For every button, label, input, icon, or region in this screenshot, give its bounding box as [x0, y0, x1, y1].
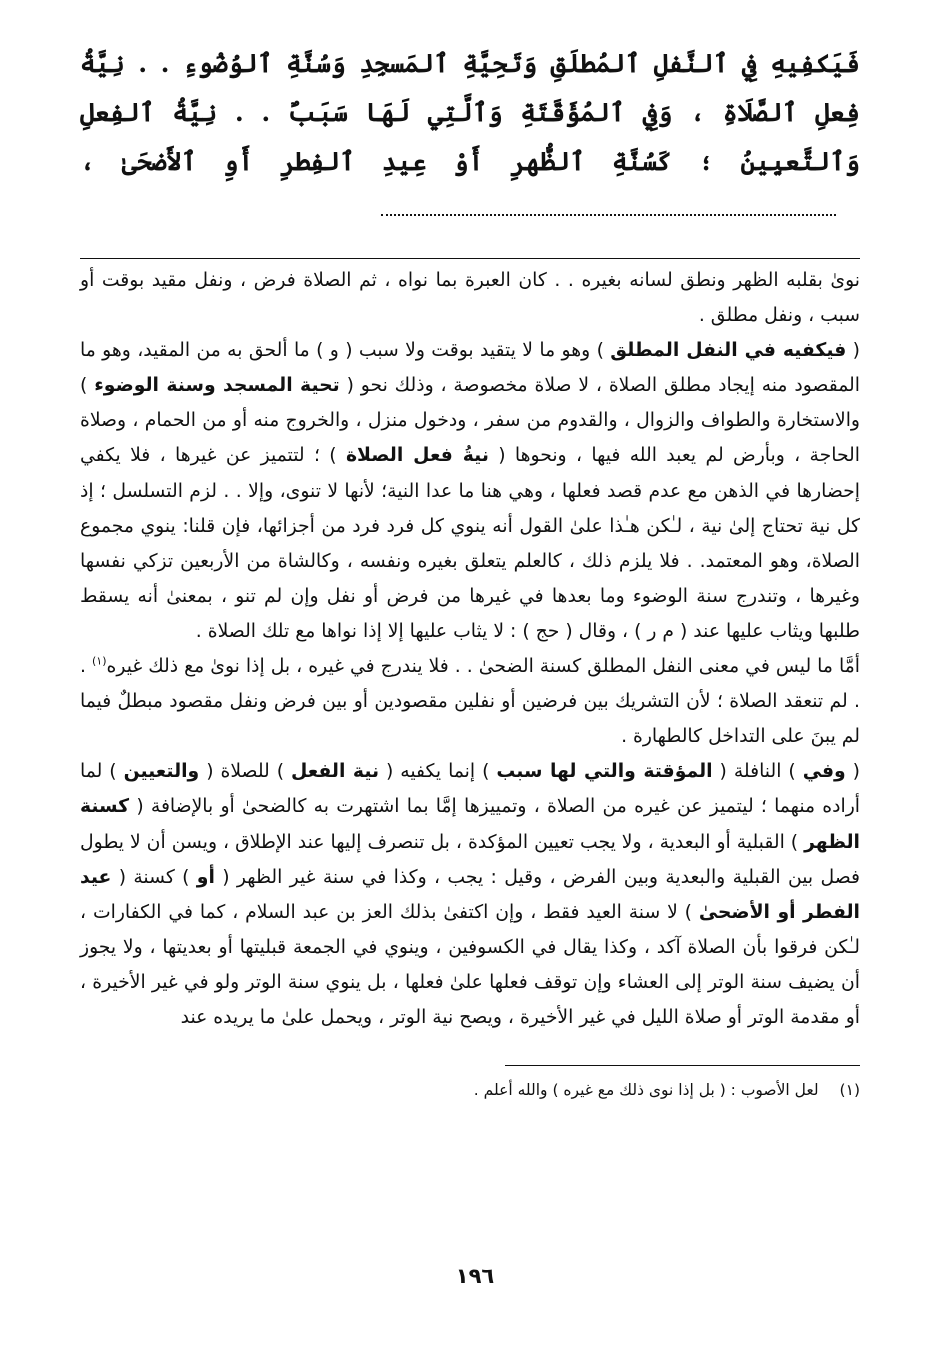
- footnote-rule: [505, 1065, 860, 1066]
- commentary-paragraph-3: [80, 649, 860, 754]
- main-text: [80, 40, 860, 236]
- text-span: ) لا سنة العيد فقط ، وإن اكتفىٰ بذلك العز بن عبد السلام ، كما في الكفارات ، لـٰكن فرقوا بأن الصلاة آكد ، وكذا يقال في الكسوفين ، وينوي في الجمعة قبليتها أو بعديتها ، ولا يجوز أن يضيف سنة الوتر إلى العشاء وإن توقف فعلها علىٰ فعلها ، بل ينوي سنة الوتر ولو في غير الأخيرة ، أو مقدمة الوتر أو صلاة الليل في غير الأخيرة ، ويصح نية الوتر ، ويحمل علىٰ ما يريده عند: [80, 901, 860, 1028]
- footnote-number: (١): [839, 1081, 860, 1100]
- main-text-line-1: فَيَكفِيهِ فِي ٱلنَّفلِ ٱلمُطلَقِ وَتَحِيَّةِ ٱلمَسجِدِ وَسُنَّةِ ٱلوُضُوءِ . . نِيَّةُ فِعلِ ٱلصَّلَاةِ ، وَفِي: [80, 49, 860, 128]
- bold-quote: نيةُ فعل الصلاة: [345, 445, 489, 467]
- bold-quote: وفي: [802, 761, 846, 783]
- bold-quote: كسنة الظهر: [80, 796, 860, 853]
- commentary-paragraph-1: نوىٰ بقلبه الظهر ونطق لسانه بغيره . . كان العبرة بما نواه ، ثم الصلاة فرض ، ونفل مقيد بوقت أو سبب ، ونفل مطلق .: [80, 270, 860, 327]
- commentary-paragraph-4: [80, 754, 860, 1035]
- text-span: ) كسنة (: [111, 866, 197, 888]
- text-span: أمَّا ما ليس في معنى النفل المطلق كسنة الضحىٰ . . فلا يندرج في غيره ، بل إذا نوىٰ مع ذلك غيره: [106, 656, 860, 678]
- text-span: ) وهو ما لا يتقيد بوقت ولا سبب ( و ) ما ألحق به من المقيد، وهو ما المقصود منه إيجاد مطلق الصلاة ، لا صلاة مخصوصة ، وذلك نحو (: [80, 340, 860, 397]
- commentary-paragraph-2: [80, 333, 860, 649]
- page-content: [80, 40, 860, 1104]
- page-number: ١٩٦: [455, 1264, 495, 1288]
- text-span: ) والاستخارة والطواف والزوال ، والقدوم من سفر ، ودخول منزل ، والخروج منه أو من الحمام ، وصلاة الحاجة ، وبأرض لم يعبد الله فيها ، ونحوها (: [80, 375, 861, 467]
- footnote-text: لعل الأصوب : ( بل إذا نوى ذلك مع غيره ) والله أعلم .: [473, 1081, 819, 1100]
- separator-rule: [80, 258, 860, 259]
- footnote-reference: (١): [92, 654, 107, 668]
- bold-quote: نية الفعل: [291, 761, 380, 783]
- text-span: . . لم تنعقد الصلاة ؛ لأن التشريك بين فرضين أو نفلين مقصودين أو بين فرض ونفل مقصود مبطلٌ فيما لم يبنَ على التداخل كالطهارة .: [80, 656, 860, 748]
- text-span: ) القبلية أو البعدية ، ولا يجب تعيين المؤكدة ، بل تنصرف إليها عند الإطلاق ، ويسن أن لا يطول فصل بين القبلية والبعدية وبين الفرض ، وقيل : يجب ، وكذا في سنة غير الظهر (: [80, 831, 860, 888]
- text-span: ) النافلة (: [712, 761, 803, 783]
- dotted-leader: [381, 208, 836, 216]
- text-span: (: [845, 761, 860, 783]
- text-span: ) لما أراده منهما ؛ ليتميز عن غيره من الصلاة ، وتمييزها إمَّا بما اشتهرت به كالضحىٰ أو بالإضافة (: [80, 761, 860, 818]
- text-span: (: [846, 340, 860, 362]
- bold-quote: فيكفيه في النفل المطلق: [610, 340, 847, 362]
- bold-quote: أو: [196, 866, 215, 888]
- commentary: [80, 263, 860, 1035]
- text-span: ) ؛ لتتميز عن غيرها ، فلا يكفي إحضارها في الذهن مع عدم قصد فعلها ، وهي هنا ما عدا النية؛ لأنها لا تنوى، وإلا . . لزم التسلسل ؛ إذ كل نية تحتاج إلىٰ نية ، لـٰكن هـٰذا علىٰ القول أنه ينوي كل فرد فرد من أجزائها، فإن قلنا: ينوي مجموع الصلاة، وهو المعتمد. . فلا يلزم ذلك ، كالعلم يتعلق بغيره ونفسه ، وكالشاة من الأربعين تزكي نفسها وغيرها ، وتندرج سنة الوضوء وما بعدها في غيرها من فرض أو نفل وإن لم تنو ، بمعنىٰ أنه يسقط طلبها ويثاب عليها عند ( م ر ) ، وقال ( حج ) : لا يثاب عليها إلا إذا نواها مع تلك الصلاة .: [80, 445, 860, 642]
- bold-quote: تحية المسجد وسنة الوضوء: [94, 375, 340, 397]
- bold-quote: المؤقتة والتي لها سبب: [496, 761, 713, 783]
- main-text-line-3: ٱلأَضحَىٰ ،: [80, 147, 197, 177]
- main-text-line-2: ٱلمُؤَقَّتَةِ وَٱلَّتِي لَهَا سَبَبٌ . . نِيَّةُ ٱلفِعلِ وَٱلتَّعيِينُ ؛ كَسُنَّةِ ٱلظُّهرِ أَوْ عِيدِ ٱلفِطرِ أَوِ: [80, 98, 861, 177]
- bold-quote: عيد الفطر أو الأضحىٰ: [80, 866, 860, 923]
- footnote: [80, 1076, 860, 1104]
- text-span: ) إنما يكفيه (: [379, 761, 497, 783]
- text-span: ) للصلاة (: [199, 761, 292, 783]
- bold-quote: والتعيين: [123, 761, 200, 783]
